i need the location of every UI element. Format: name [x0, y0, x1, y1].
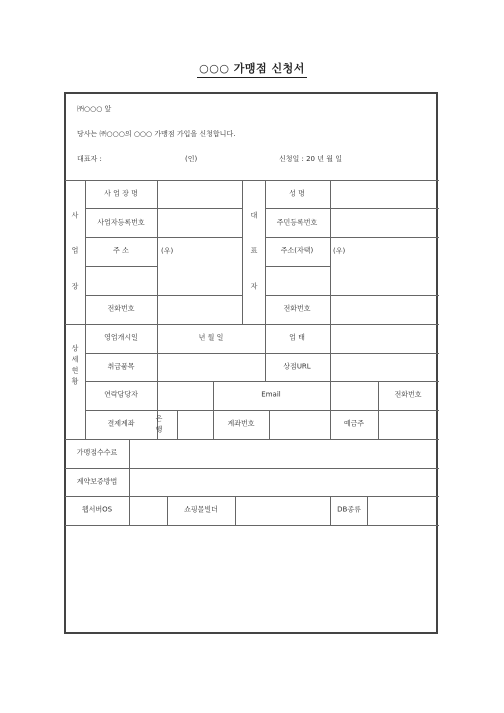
page-title: ○○○ 가맹점 신청서 [0, 60, 504, 78]
items-label: 취급품목 [107, 362, 135, 371]
contact-phone-label: 전화번호 [394, 390, 422, 399]
rep-side-label-3: 자 [250, 282, 258, 291]
start-date-value: 년 월 일 [198, 333, 224, 342]
web-server-os-label: 웹서버OS [81, 505, 113, 514]
business-name-label: 사 업 장 명 [104, 189, 138, 198]
business-type-label: 업 태 [289, 333, 305, 342]
date-label: 신청일 : 20 년 월 일 [279, 155, 342, 163]
email-label: Email [261, 390, 281, 399]
mall-builder-label: 쇼핑몰빌더 [184, 505, 218, 514]
bank-label-2: 행 [155, 425, 163, 434]
business-reg-label: 사업자등록번호 [97, 218, 145, 227]
db-type-label: DB종류 [337, 505, 361, 514]
business-phone-label: 전화번호 [107, 304, 135, 313]
detail-side-label-3: 현 [71, 366, 79, 375]
account-holder-label: 예금주 [343, 419, 365, 428]
detail-side-label-4: 황 [71, 377, 79, 386]
business-side-label-1: 사 [71, 211, 79, 220]
addressee: ㈜○○○ 앞 [77, 105, 112, 113]
business-postal-label: (우) [161, 247, 174, 255]
merchant-fee-label: 가맹점수수료 [76, 448, 118, 457]
start-date-label: 영업개시일 [104, 333, 138, 342]
detail-side-label-1: 상 [71, 344, 79, 353]
account-number-label: 계좌번호 [227, 419, 255, 428]
rep-name-label: 성 명 [289, 189, 305, 198]
business-side-label-2: 업 [71, 246, 79, 255]
rep-postal-label: (우) [333, 247, 346, 255]
contract-guarantee-label: 계약보증방법 [76, 477, 118, 486]
rep-side-label-2: 표 [250, 246, 258, 255]
rep-id-label: 주민등록번호 [276, 218, 318, 227]
seal-label: (인) [185, 155, 198, 163]
rep-phone-label: 전화번호 [283, 304, 311, 313]
bank-label-1: 은 [155, 414, 163, 423]
application-statement: 당사는 ㈜○○○의 ○○○ 가맹점 가입을 신청합니다. [77, 130, 236, 138]
application-form [64, 92, 438, 634]
rep-side-label-1: 대 [250, 211, 258, 220]
store-url-label: 상점URL [283, 362, 311, 371]
representative-label: 대표자 : [77, 155, 102, 163]
rep-address-label: 주소(자택) [280, 246, 314, 255]
detail-side-label-2: 세 [71, 355, 79, 364]
contact-person-label: 연락담당자 [104, 390, 138, 399]
settlement-account-label: 결제계좌 [107, 419, 135, 428]
business-side-label-3: 장 [71, 282, 79, 291]
business-address-label: 주 소 [113, 246, 129, 255]
